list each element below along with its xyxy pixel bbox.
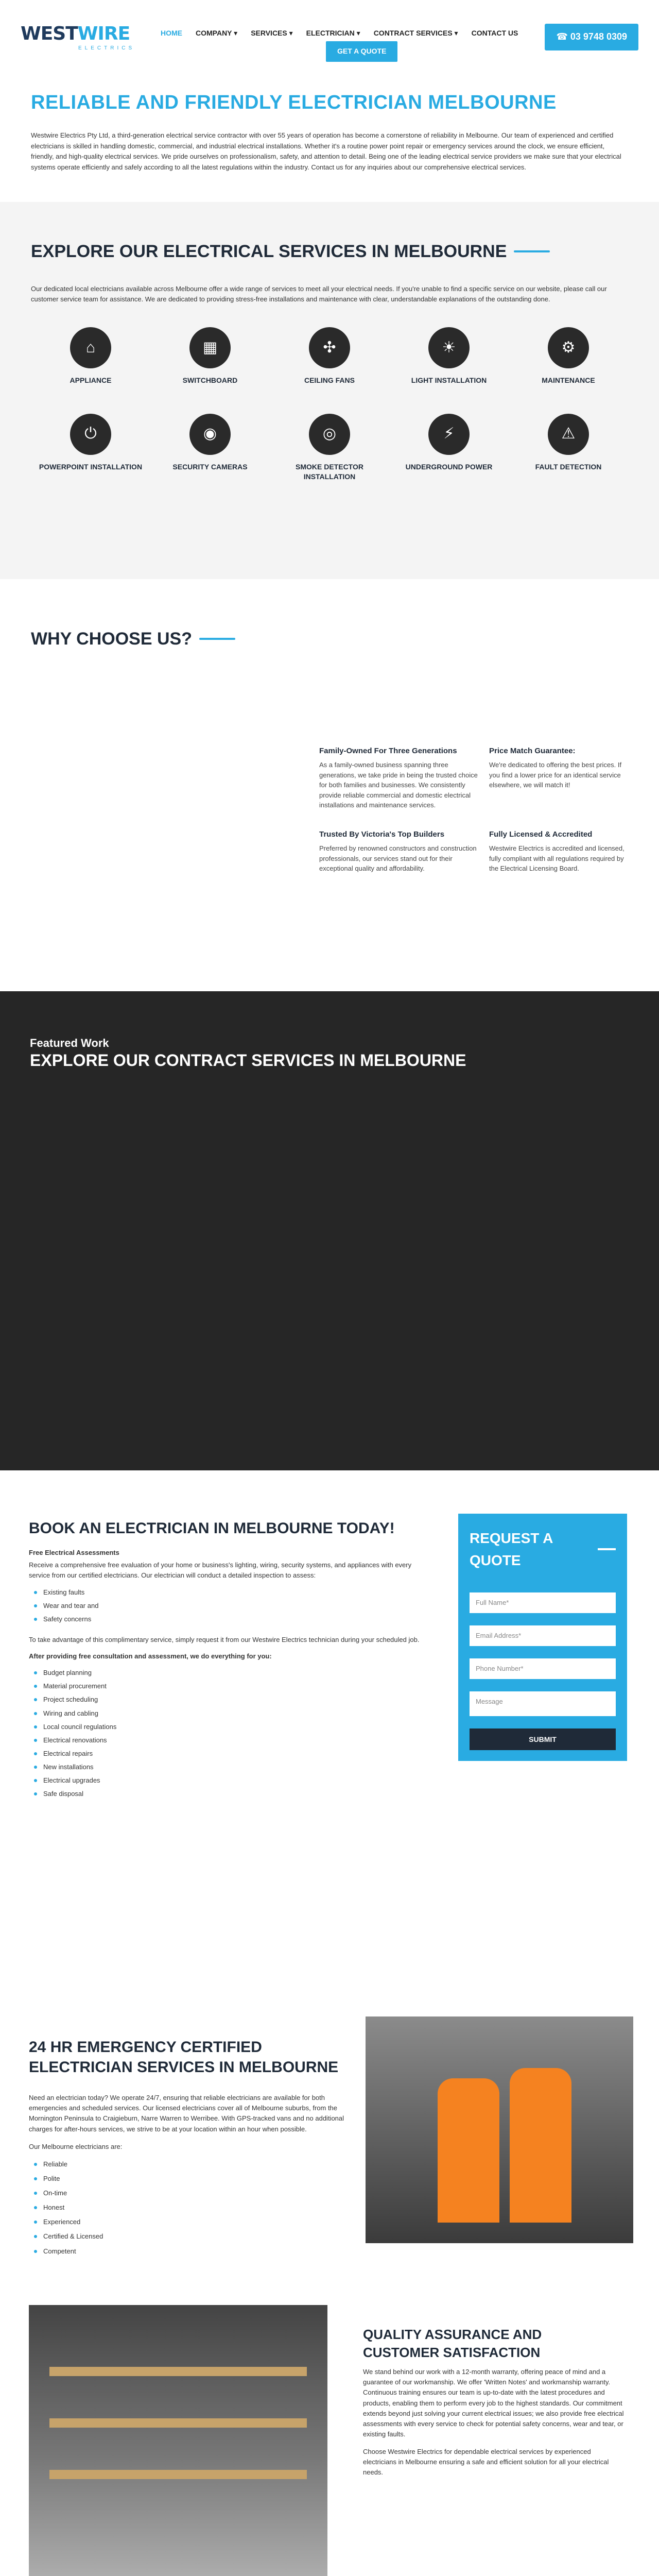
title-underline — [514, 250, 550, 252]
why-section — [0, 579, 659, 991]
quote-form-title — [470, 1527, 616, 1572]
list-item: Electrical renovations — [34, 1735, 430, 1745]
emergency-section — [0, 2016, 659, 2576]
title-underline — [598, 1548, 616, 1550]
site-logo[interactable] — [21, 24, 134, 55]
service-label: APPLIANCE — [70, 376, 112, 385]
main-nav — [161, 28, 518, 39]
service-security-cameras[interactable] — [150, 414, 270, 482]
intro-section — [0, 76, 659, 202]
photo-shelf — [49, 2418, 307, 2428]
service-label: MAINTENANCE — [542, 376, 595, 385]
service-light-installation[interactable] — [389, 327, 509, 386]
list-item: Wiring and cabling — [34, 1708, 430, 1719]
why-title-text: WHY CHOOSE US? — [31, 629, 192, 649]
why-title — [31, 625, 235, 653]
quote-form — [458, 1514, 627, 1761]
why-item-text: Westwire Electrics is accredited and licensed, fully compliant with all regulations required by the Electrical Licensing Board. — [489, 844, 625, 873]
services-grid — [31, 327, 628, 482]
list-item: Material procurement — [34, 1681, 430, 1691]
qualities-list — [34, 2159, 348, 2257]
emergency-title: 24 HR EMERGENCY CERTIFIED ELECTRICIAN SERVICES IN MELBOURNE — [29, 2039, 339, 2076]
why-item-text: Preferred by renowned constructors and construction professionals, our services stand out for their exceptional quality and affordability. — [319, 844, 477, 873]
services-title — [31, 238, 628, 265]
submit-button[interactable]: SUBMIT — [470, 1728, 616, 1750]
fan-icon: ✣ — [309, 327, 350, 368]
book-section — [0, 1470, 659, 2016]
why-item-heading: Price Match Guarantee: — [489, 747, 576, 756]
electricians-photo — [366, 2016, 633, 2243]
logo-accent: WIRE — [77, 23, 130, 44]
emergency-text: Our Melbourne electricians are: — [29, 2142, 123, 2150]
why-item-heading: Fully Licensed & Accredited — [489, 830, 593, 839]
intro-title: RELIABLE AND FRIENDLY ELECTRICIAN MELBOURNE — [31, 92, 557, 113]
featured-section — [0, 991, 659, 1470]
list-item: Local council regulations — [34, 1722, 430, 1732]
emergency-text: Need an electrician today? We operate 24/7, ensuring that reliable electricians are available for both emergencies and scheduled services. Our licensed electricians cover all of Melbourne suburbs, from the Mornington Peninsula to Craigieburn, Narre Warren to Werribee. With GPS-tracked vans and no additional charges for after-hours services, we strive to be at your location within an hour when possible. — [29, 2094, 344, 2133]
why-item-heading: Family-Owned For Three Generations — [319, 747, 457, 756]
book-title: BOOK AN ELECTRICIAN IN MELBOURNE TODAY! — [29, 1520, 395, 1537]
appliance-icon: ⌂ — [70, 327, 111, 368]
list-item: New installations — [34, 1762, 430, 1772]
service-fault-detection[interactable] — [509, 414, 628, 482]
services-title-text: EXPLORE OUR ELECTRICAL SERVICES IN MELBOURNE — [31, 242, 507, 262]
gear-icon: ⚙ — [548, 327, 589, 368]
list-item: Electrical repairs — [34, 1749, 430, 1759]
why-item — [489, 828, 633, 874]
featured-title: EXPLORE OUR CONTRACT SERVICES IN MELBOURNE — [30, 1051, 466, 1070]
nav-electrician[interactable]: ELECTRICIAN ▾ — [306, 29, 360, 37]
title-underline — [199, 638, 235, 640]
full-name-field[interactable]: Full Name* — [470, 1592, 616, 1613]
list-item: Safe disposal — [34, 1789, 430, 1799]
service-label: CEILING FANS — [304, 376, 355, 385]
store-photo — [29, 2305, 327, 2576]
list-item: Existing faults — [34, 1587, 430, 1598]
phone-button[interactable]: ☎ 03 9748 0309 — [545, 24, 638, 50]
services-list — [34, 1668, 430, 1799]
nav-contract-services[interactable]: CONTRACT SERVICES ▾ — [373, 29, 458, 37]
nav-services[interactable]: SERVICES ▾ — [251, 29, 293, 37]
why-item — [319, 828, 484, 874]
why-item — [489, 745, 633, 790]
switchboard-icon: ▦ — [189, 327, 231, 368]
get-quote-button[interactable]: GET A QUOTE — [326, 41, 397, 62]
assessment-list — [34, 1587, 430, 1624]
services-section — [0, 202, 659, 579]
service-powerpoint[interactable] — [31, 414, 150, 482]
emergency-content — [29, 2093, 348, 2261]
service-appliance[interactable] — [31, 327, 150, 386]
site-header — [0, 0, 659, 76]
phone-field[interactable]: Phone Number* — [470, 1658, 616, 1679]
photo-shelf — [49, 2367, 307, 2376]
book-subtitle: Free Electrical Assessments — [29, 1549, 119, 1557]
services-body: Our dedicated local electricians available across Melbourne offer a wide range of services to meet all your electrical needs. If you're unable to find a specific service on our website, please call our customer service team for assistance. We are dedicated to providing stress-free installations and maintenance with clear, understandable explanations of the outstanding done. — [31, 284, 607, 303]
why-item — [319, 745, 484, 810]
logo-main: WEST — [21, 23, 78, 44]
service-label: UNDERGROUND POWER — [405, 462, 493, 471]
list-item: Polite — [34, 2174, 348, 2184]
list-item: Experienced — [34, 2217, 348, 2227]
photo-shelf — [49, 2470, 307, 2479]
service-label: SMOKE DETECTOR INSTALLATION — [296, 462, 363, 481]
warning-icon: ⚠ — [548, 414, 589, 455]
list-item: Project scheduling — [34, 1694, 430, 1705]
book-text: After providing free consultation and assessment, we do everything for you: — [29, 1652, 272, 1660]
intro-body: Westwire Electrics Pty Ltd, a third-generation electrical service contractor with over 55 years of operation has become a cornerstone of reliability in Melbourne. Our team of experienced and certified electricians is skilled in handling domestic, commercial, and industrial electrical installations. Whether it's a routine power point repair or emergency services around the clock, we ensure efficient, friendly, and high-quality electrical services. We pride ourselves on professionalism, safety, and attention to detail. Being one of the leading electrical service providers we make sure that your electrical systems operate efficiently and safely according to all the latest regulations within the industry. Contact us for any inquiries about our comprehensive electrical services. — [31, 131, 621, 172]
service-label: LIGHT INSTALLATION — [411, 376, 487, 385]
list-item: Safety concerns — [34, 1614, 430, 1624]
list-item: Competent — [34, 2246, 348, 2257]
list-item: Certified & Licensed — [34, 2231, 348, 2242]
camera-icon: ◉ — [189, 414, 231, 455]
lightning-icon: ⚡ — [428, 414, 470, 455]
nav-company[interactable]: COMPANY ▾ — [196, 29, 238, 37]
photo-figure — [438, 2078, 499, 2223]
why-item-text: We're dedicated to offering the best prices. If you find a lower price for an identical service elsewhere, we will match it! — [489, 761, 622, 789]
smoke-detector-icon: ◎ — [309, 414, 350, 455]
quality-title: QUALITY ASSURANCE AND CUSTOMER SATISFACTION — [363, 2327, 542, 2361]
list-item: Reliable — [34, 2159, 348, 2170]
book-text: To take advantage of this complimentary service, simply request it from our Westwire Electrics technician during your scheduled job. — [29, 1635, 420, 1643]
service-label: FAULT DETECTION — [535, 462, 602, 471]
quality-text: We stand behind our work with a 12-month warranty, offering peace of mind and a guarantee of our workmanship. We offer 'Written Notes' and workmanship warranty. Continuous training ensures our team is up-to-date with the latest procedures and products, enabling them to perform every job to the highest standards. Our commitment extends beyond just solving your current electrical issues; we also provide free electrical assessments with every service to check for potential safety concerns, wear and tear, or existing faults. — [363, 2368, 624, 2438]
logo-sub: ELECTRICS — [78, 45, 135, 51]
why-item-heading: Trusted By Victoria's Top Builders — [319, 830, 445, 839]
service-label: SWITCHBOARD — [182, 376, 238, 385]
featured-small-label: Featured Work — [30, 1037, 109, 1050]
list-item: On-time — [34, 2188, 348, 2198]
list-item: Budget planning — [34, 1668, 430, 1678]
email-field[interactable]: Email Address* — [470, 1625, 616, 1646]
service-underground-power[interactable] — [389, 414, 509, 482]
service-label: SECURITY CAMERAS — [172, 462, 248, 471]
list-item: Wear and tear and — [34, 1601, 430, 1611]
list-item: Honest — [34, 2202, 348, 2213]
service-switchboard[interactable] — [150, 327, 270, 386]
book-content — [29, 1548, 430, 1810]
quality-text: Choose Westwire Electrics for dependable electrical services by experienced electricians in Melbourne ensuring a safe and efficient solution for all your electrical needs. — [363, 2448, 609, 2477]
quote-title-text: REQUEST A QUOTE — [470, 1530, 553, 1569]
light-icon: ☀ — [428, 327, 470, 368]
nav-contact[interactable]: CONTACT US — [471, 29, 518, 37]
service-maintenance[interactable] — [509, 327, 628, 386]
book-text: Receive a comprehensive free evaluation of your home or business's lighting, wiring, security systems, and appliances with every service from our certified electricians. Our electrician will conduct a detailed inspection to assess: — [29, 1561, 412, 1580]
photo-figure — [510, 2068, 571, 2223]
quality-content — [363, 2367, 626, 2485]
service-ceiling-fans[interactable] — [270, 327, 389, 386]
list-item: Electrical upgrades — [34, 1775, 430, 1786]
why-item-text: As a family-owned business spanning three generations, we take pride in being the trusted choice for both families and businesses. We consistently provide reliable commercial and domestic electrical installations and maintenance services. — [319, 761, 478, 809]
nav-home[interactable]: HOME — [161, 29, 182, 37]
message-field[interactable]: Message — [470, 1691, 616, 1716]
service-label: POWERPOINT INSTALLATION — [39, 462, 143, 471]
service-smoke-detector[interactable] — [270, 414, 389, 482]
power-icon: ⏻ — [70, 414, 111, 455]
